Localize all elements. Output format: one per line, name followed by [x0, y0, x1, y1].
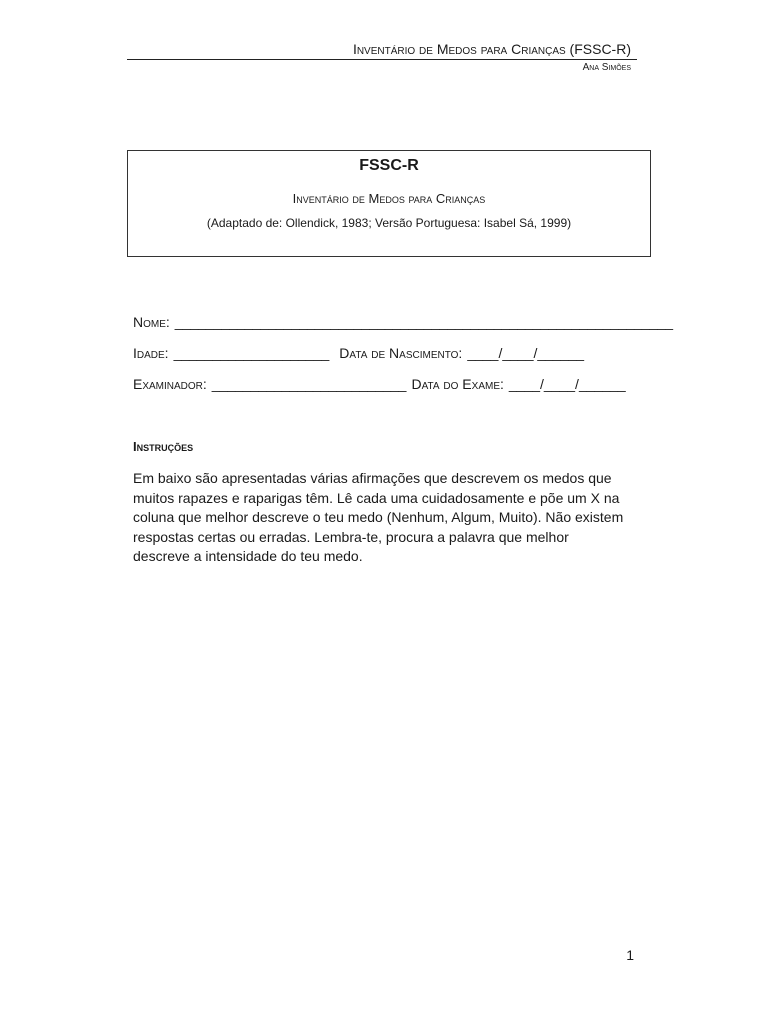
instructions-line: coluna que melhor descreve o teu medo (Nenhum, Algum, Muito). Não existem	[133, 509, 624, 526]
examinador-field[interactable]: _________________________	[211, 376, 407, 392]
field-row-examinador	[133, 374, 653, 394]
nome-label: Nome:	[133, 314, 170, 330]
data-exame-field[interactable]: ____/____/______	[508, 376, 626, 392]
title-box	[127, 150, 651, 257]
field-row-idade	[133, 343, 653, 363]
data-exame-label: Data do Exame:	[411, 376, 504, 392]
instructions-line: descreve a intensidade do teu medo.	[133, 548, 363, 565]
nome-field[interactable]: ________________________________________________________________	[174, 314, 674, 330]
header-rule	[127, 59, 637, 60]
page-number: 1	[626, 947, 634, 963]
instructions-line: muitos rapazes e raparigas têm. Lê cada uma cuidadosamente e põe um X na	[133, 489, 620, 506]
header-title: Inventário de Medos para Crianças (FSSC-R)	[352, 41, 631, 57]
instructions-paragraph	[133, 469, 653, 567]
idade-label: Idade:	[133, 345, 169, 361]
page-header	[127, 40, 637, 74]
header-author: Ana Simões	[582, 62, 631, 73]
field-row-nome	[133, 312, 674, 332]
adaptation-note: (Adaptado de: Ollendick, 1983; Versão Portuguesa: Isabel Sá, 1999)	[206, 216, 572, 230]
instructions-line: Em baixo são apresentadas várias afirmações que descrevem os medos que	[133, 470, 612, 486]
examinador-label: Examinador:	[133, 376, 207, 392]
document-title: FSSC-R	[359, 157, 419, 174]
idade-field[interactable]: ____________________	[173, 345, 330, 361]
instructions-heading: Instruções	[133, 439, 194, 454]
identification-fields	[133, 312, 674, 405]
data-nascimento-label: Data de Nascimento:	[339, 345, 463, 361]
instructions-line: respostas certas ou erradas. Lembra-te, procura a palavra que melhor	[133, 528, 569, 545]
data-nascimento-field[interactable]: ____/____/______	[467, 345, 585, 361]
document-subtitle: Inventário de Medos para Crianças	[292, 191, 486, 206]
